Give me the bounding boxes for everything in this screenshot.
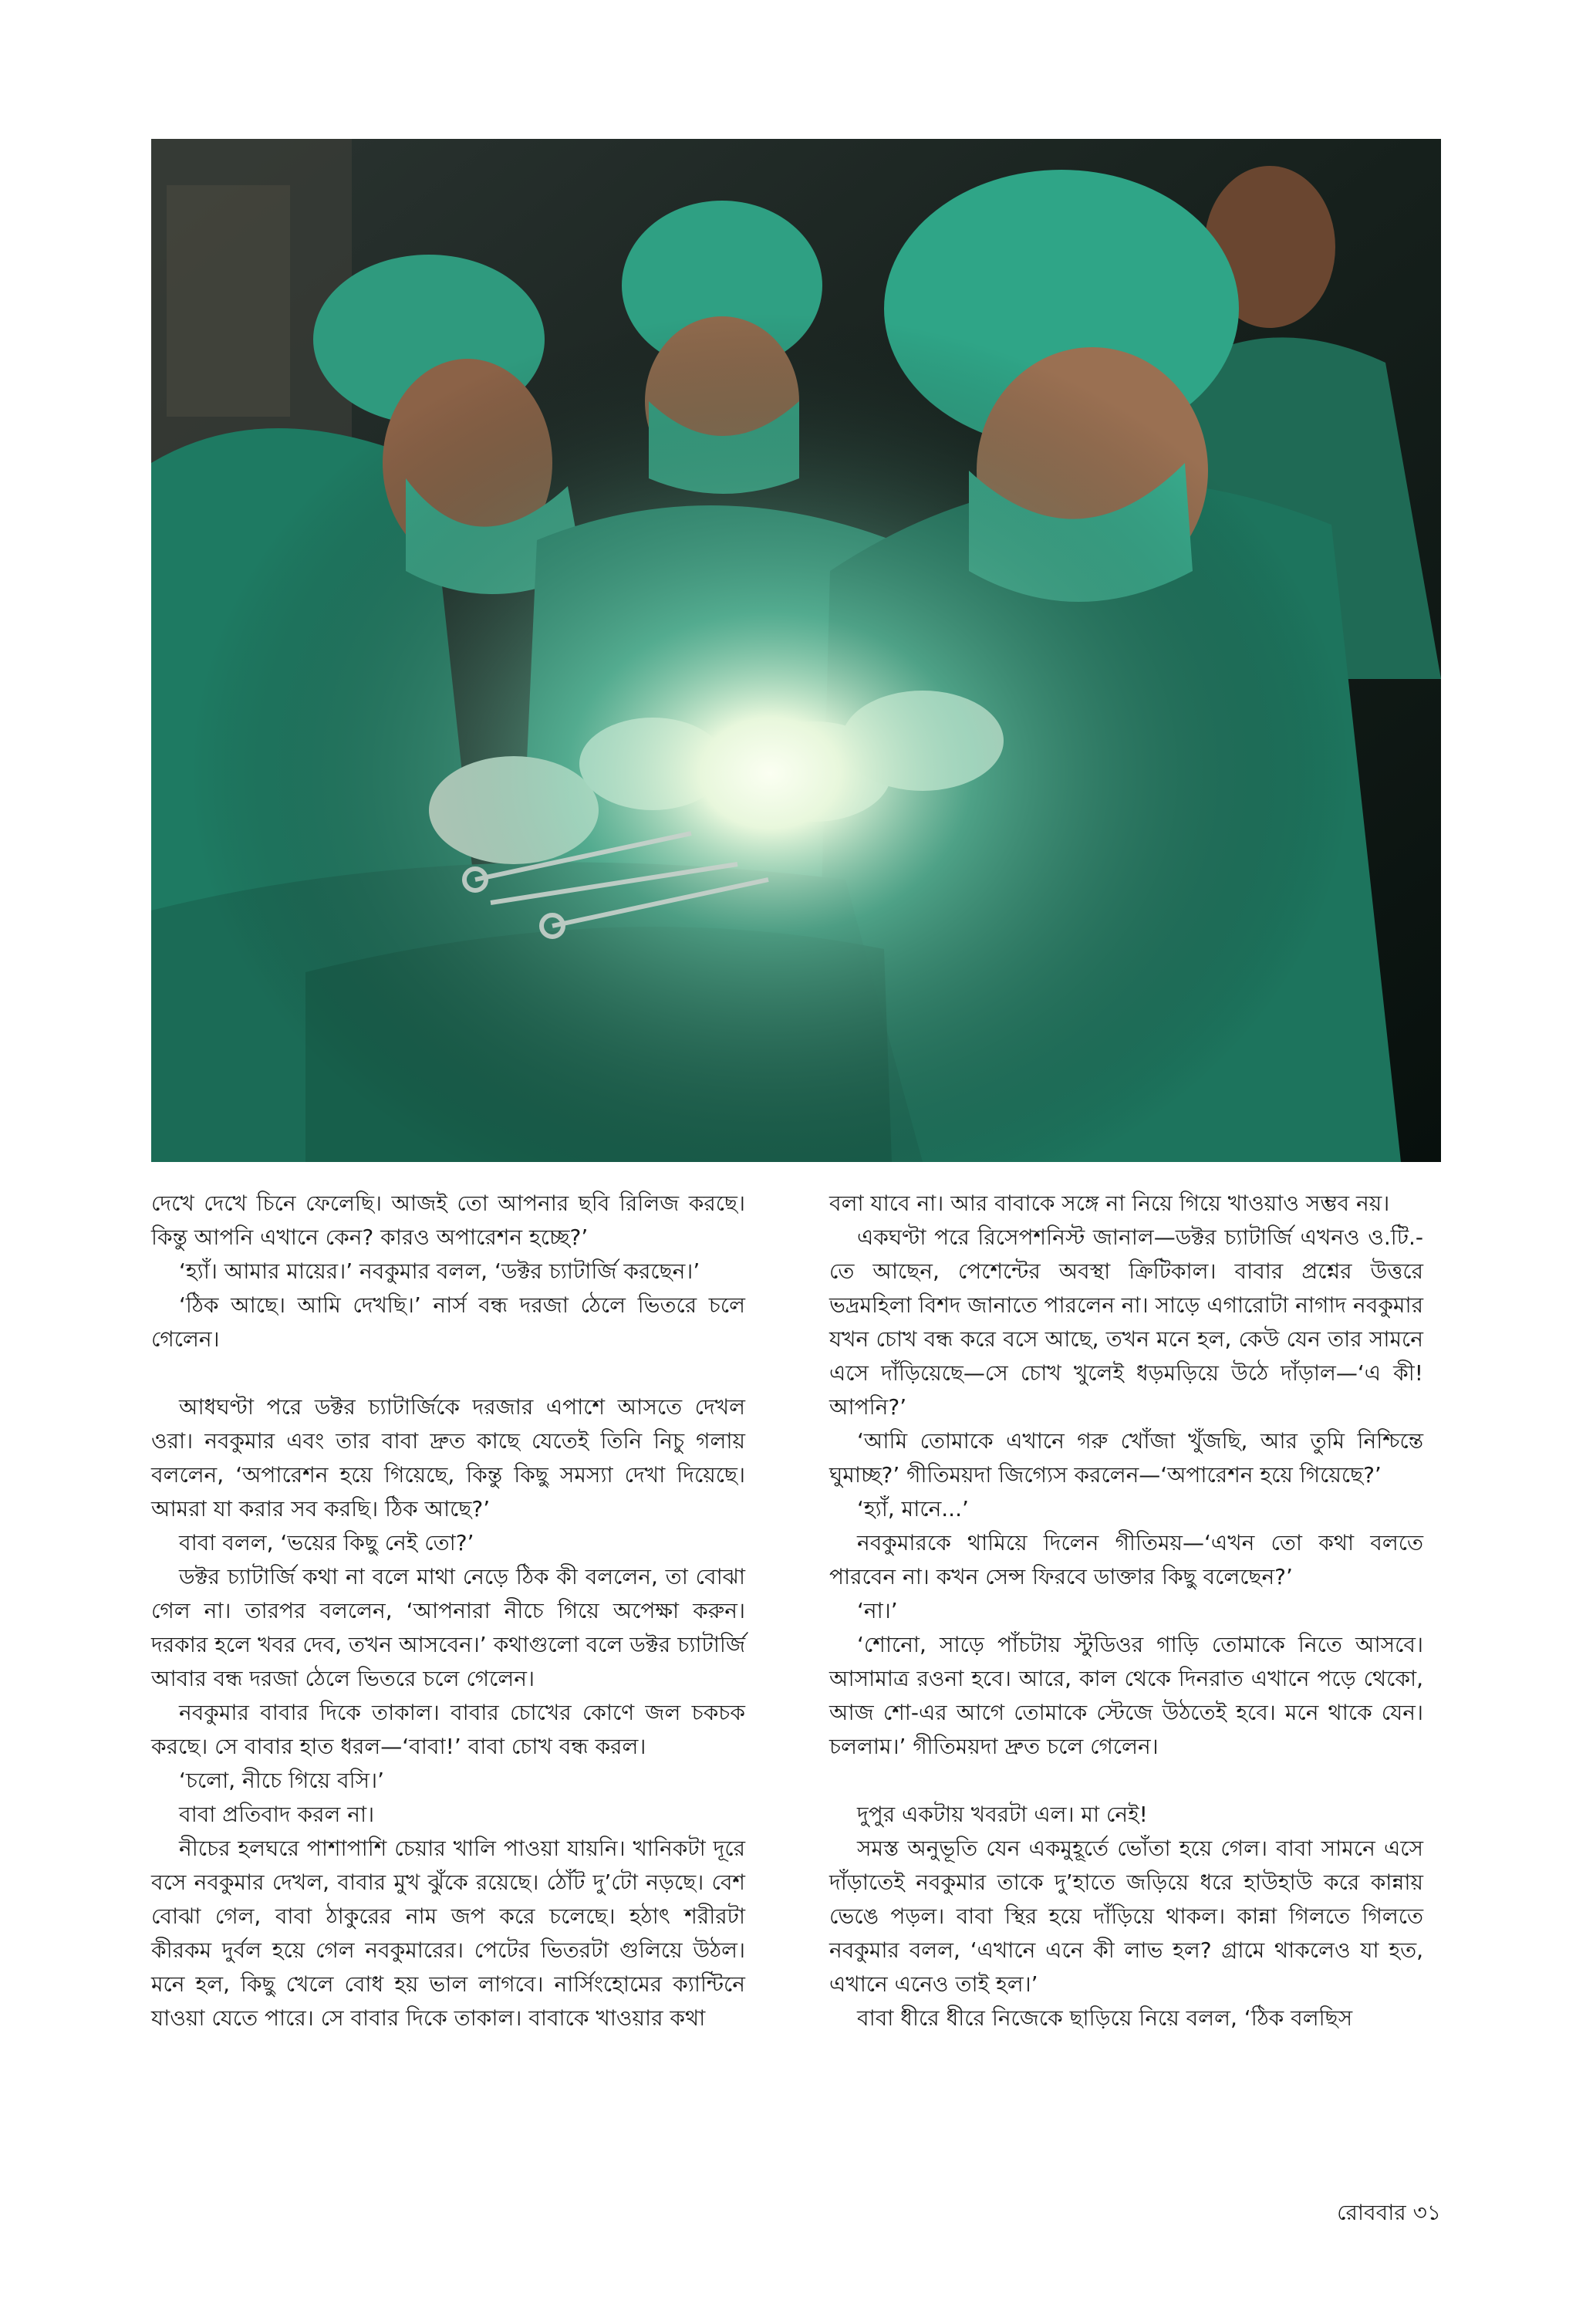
- paragraph: ‘হ্যাঁ, মানে...’: [857, 1496, 969, 1522]
- paragraph: বলা যাবে না। আর বাবাকে সঙ্গে না নিয়ে গিয়ে খাওয়াও সম্ভব নয়।: [829, 1191, 1390, 1216]
- paragraph: দুপুর একটায় খবরটা এল। মা নেই!: [857, 1802, 1148, 1827]
- right-text-column: [829, 1187, 1423, 2035]
- paragraph: ‘শোনো, সাড়ে পাঁচটায় স্টুডিওর গাড়ি তোমাকে নিতে আসবে। আসামাত্র রওনা হবে। আরে, কাল থেকে দিনরাত এখানে পড়ে থেকো, আজ শো-এর আগে তোমাকে স্টেজে উঠতেই হবে। মনে থাকে যেন। চললাম।’ গীতিময়দা দ্রুত চলে গেলেন।: [829, 1632, 1423, 1759]
- paragraph: একঘণ্টা পরে রিসেপশনিস্ট জানাল—ডক্টর চ্যাটার্জি এখনও ও.টি.-তে আছেন, পেশেন্টের অবস্থা ক্রিটিকাল। বাবার প্রশ্নের উত্তরে ভদ্রমহিলা বিশদ জানাতে পারলেন না। সাড়ে এগারোটা নাগাদ নবকুমার যখন চোখ বন্ধ করে বসে আছে, তখন মনে হল, কেউ যেন তার সামনে এসে দাঁড়িয়েছে—সে চোখ খুলেই ধড়মড়িয়ে উঠে দাঁড়াল—‘এ কী! আপনি?’: [829, 1224, 1423, 1420]
- paragraph: ‘হ্যাঁ। আমার মায়ের।’ নবকুমার বলল, ‘ডক্টর চ্যাটার্জি করছেন।’: [179, 1258, 700, 1284]
- left-text-column: [151, 1187, 745, 2035]
- paragraph: দেখে দেখে চিনে ফেলেছি। আজই তো আপনার ছবি রিলিজ করছে। কিন্তু আপনি এখানে কেন? কারও অপারেশন হচ্ছে?’: [151, 1191, 745, 1250]
- paragraph: নবকুমার বাবার দিকে তাকাল। বাবার চোখের কোণে জল চকচক করছে। সে বাবার হাত ধরল—‘বাবা!’ বাবা চোখ বন্ধ করল।: [151, 1700, 745, 1759]
- paragraph: বাবা প্রতিবাদ করল না।: [179, 1802, 375, 1827]
- paragraph: আধঘণ্টা পরে ডক্টর চ্যাটার্জিকে দরজার এপাশে আসতে দেখল ওরা। নবকুমার এবং তার বাবা দ্রুত কাছে যেতেই তিনি নিচু গলায় বললেন, ‘অপারেশন হয়ে গিয়েছে, কিন্তু কিছু সমস্যা দেখা দিয়েছে। আমরা যা করার সব করছি। ঠিক আছে?’: [151, 1394, 745, 1522]
- paragraph: ডক্টর চ্যাটার্জি কথা না বলে মাথা নেড়ে ঠিক কী বললেন, তা বোঝা গেল না। তারপর বললেন, ‘আপনারা নীচে গিয়ে অপেক্ষা করুন। দরকার হলে খবর দেব, তখন আসবেন।’ কথাগুলো বলে ডক্টর চ্যাটার্জি আবার বন্ধ দরজা ঠেলে ভিতরে চলে গেলেন।: [151, 1564, 745, 1691]
- paragraph: বাবা ধীরে ধীরে নিজেকে ছাড়িয়ে নিয়ে বলল, ‘ঠিক বলছিস: [857, 2005, 1353, 2031]
- paragraph: সমস্ত অনুভূতি যেন একমুহূর্তে ভোঁতা হয়ে গেল। বাবা সামনে এসে দাঁড়াতেই নবকুমার তাকে দু’হাতে জড়িয়ে ধরে হাউহাউ করে কান্নায় ভেঙে পড়ল। বাবা স্থির হয়ে দাঁড়িয়ে থাকল। কান্না গিলতে গিলতে নবকুমার বলল, ‘এখানে এনে কী লাভ হল? গ্রামে থাকলেও যা হত, এখানে এনেও তাই হল।’: [829, 1836, 1423, 1997]
- paragraph: বাবা বলল, ‘ভয়ের কিছু নেই তো?’: [179, 1530, 474, 1556]
- paragraph: নীচের হলঘরে পাশাপাশি চেয়ার খালি পাওয়া যায়নি। খানিকটা দূরে বসে নবকুমার দেখল, বাবার মুখ ঝুঁকে রয়েছে। ঠোঁট দু’টো নড়ছে। বেশ বোঝা গেল, বাবা ঠাকুরের নাম জপ করে চলেছে। হঠাৎ শরীরটা কীরকম দুর্বল হয়ে গেল নবকুমারের। পেটের ভিতরটা গুলিয়ে উঠল। মনে হল, কিছু খেলে বোধ হয় ভাল লাগবে। নার্সিংহোমের ক্যান্টিনে যাওয়া যেতে পারে। সে বাবার দিকে তাকাল। বাবাকে খাওয়ার কথা: [151, 1836, 745, 2031]
- paragraph: ‘আমি তোমাকে এখানে গরু খোঁজা খুঁজছি, আর তুমি নিশ্চিন্তে ঘুমাচ্ছ?’ গীতিময়দা জিগ্যেস করলেন—‘অপারেশন হয়ে গিয়েছে?’: [829, 1428, 1423, 1488]
- page-footer: রোববার ৩১: [1337, 2200, 1441, 2225]
- paragraph: ‘ঠিক আছে। আমি দেখছি।’ নার্স বন্ধ দরজা ঠেলে ভিতরে চলে গেলেন।: [151, 1292, 745, 1352]
- paragraph: ‘না।’: [857, 1598, 898, 1623]
- surgeons-operating-photo: [151, 139, 1441, 1162]
- paragraph: ‘চলো, নীচে গিয়ে বসি।’: [179, 1768, 385, 1793]
- paragraph: নবকুমারকে থামিয়ে দিলেন গীতিময়—‘এখন তো কথা বলতে পারবেন না। কখন সেন্স ফিরবে ডাক্তার কিছু বলেছেন?’: [829, 1530, 1423, 1589]
